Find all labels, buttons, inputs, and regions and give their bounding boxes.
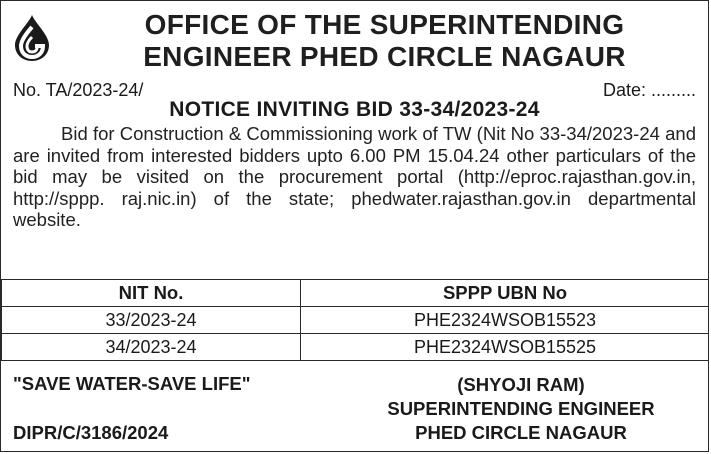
signatory-title: SUPERINTENDING ENGINEER (387, 398, 655, 419)
signatory-name: (SHYOJI RAM) (457, 374, 585, 395)
office-title-line1: OFFICE OF THE SUPERINTENDING (144, 9, 625, 40)
notice-body-text: Bid for Construction & Commissioning work of TW (Nit No 33-34/2023-24 and are invited from interested bidders upto 6.00 PM 15.04.24 other particulars of the bid may be visited on the procurement portal (http://eproc.rajasthan.gov.in, http://sppp. raj.nic.in) of the state; phedwater.rajasthan.gov.in departmental website. (13, 123, 696, 231)
office-title (61, 9, 708, 73)
signatory-office: PHED CIRCLE NAGAUR (415, 422, 627, 443)
table-header-nit: NIT No. (2, 280, 301, 307)
table-header-row (2, 280, 710, 307)
dipr-number: DIPR/C/3186/2024 (13, 422, 169, 443)
phed-logo-icon (9, 13, 55, 63)
table-row (2, 334, 710, 361)
notice-date: Date: ......... (602, 80, 696, 100)
nit-table (1, 279, 709, 361)
table-row (2, 307, 710, 334)
signatory-block (331, 373, 709, 445)
table-cell-ubn: PHE2324WSOB15525 (301, 334, 710, 361)
table-cell-ubn: PHE2324WSOB15523 (301, 307, 710, 334)
table-cell-nit: 33/2023-24 (2, 307, 301, 334)
table-cell-nit: 34/2023-24 (2, 334, 301, 361)
table-header-ubn: SPPP UBN No (301, 280, 710, 307)
slogan: "SAVE WATER-SAVE LIFE" (13, 373, 251, 394)
notice-heading: NOTICE INVITING BID 33-34/2023-24 (169, 98, 540, 121)
office-title-line2: ENGINEER PHED CIRCLE NAGAUR (143, 41, 626, 72)
reference-number: No. TA/2023-24/ (13, 80, 144, 100)
